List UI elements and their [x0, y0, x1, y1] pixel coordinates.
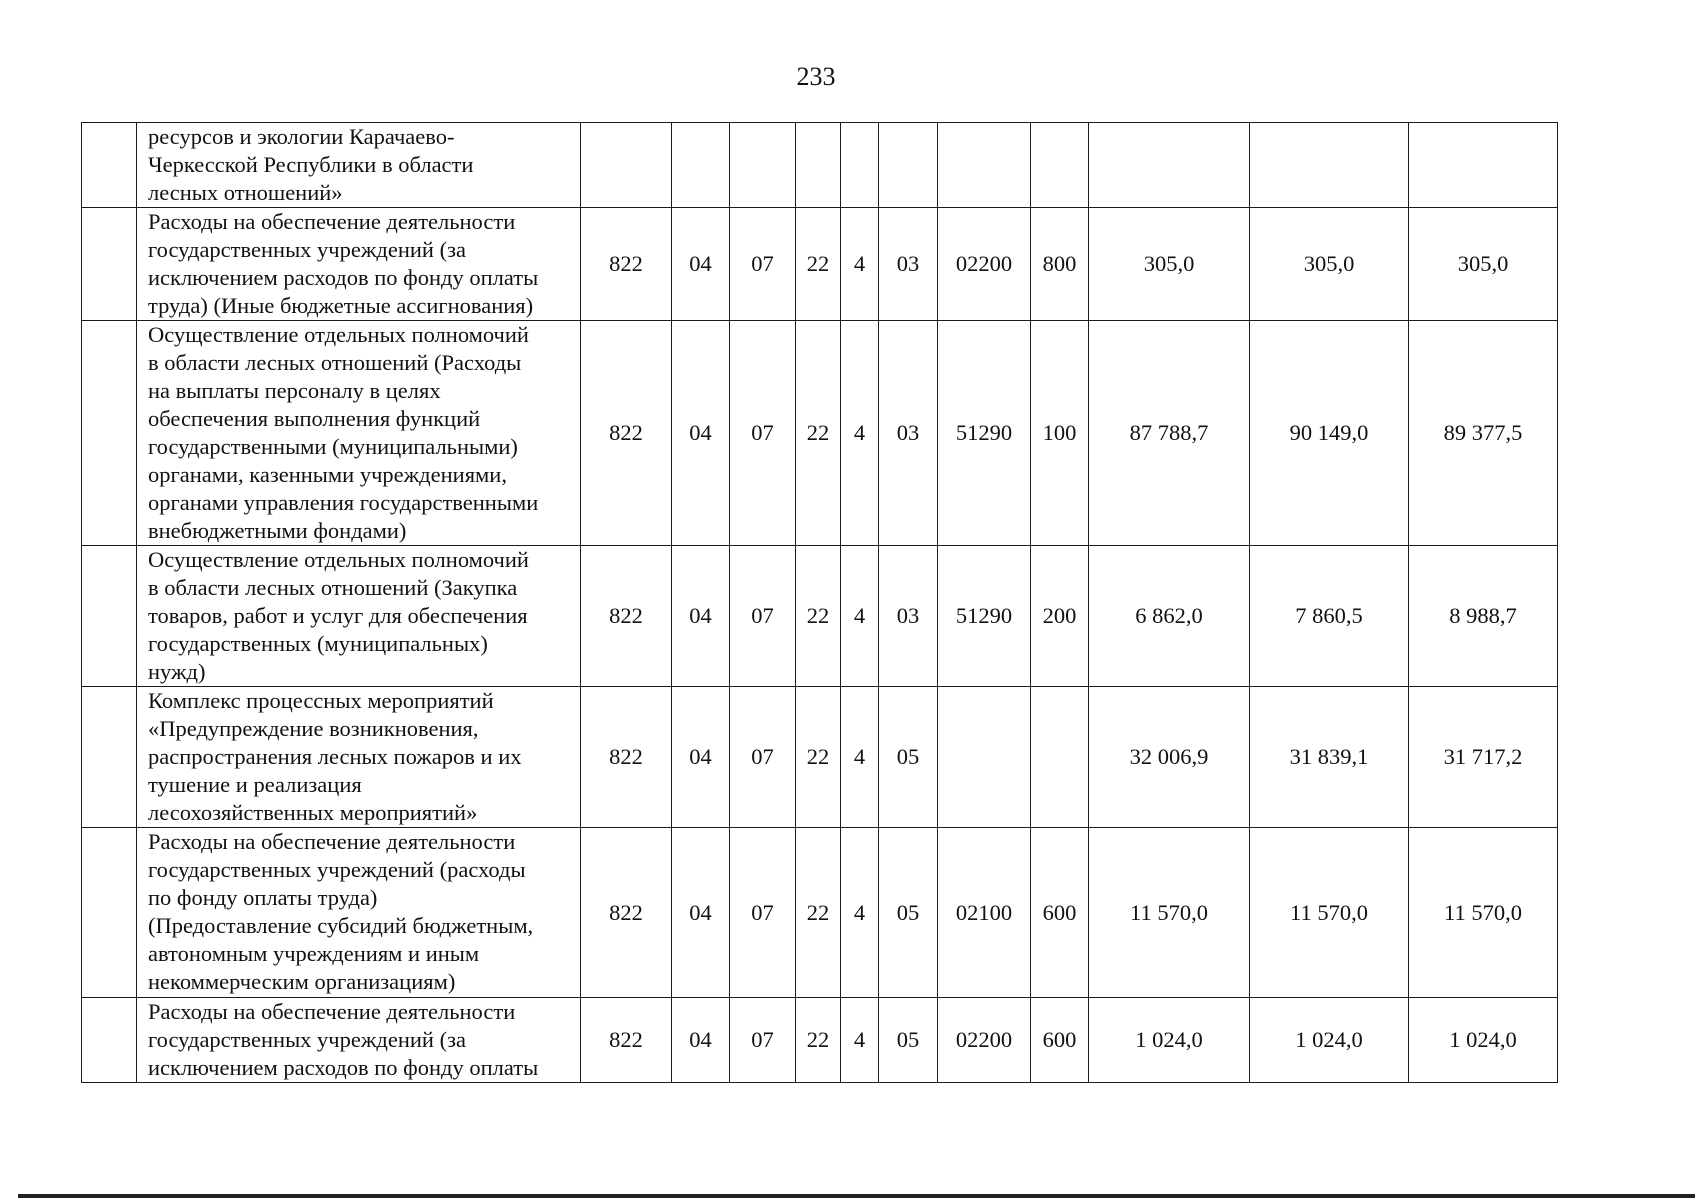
description-line: исключением расходов по фонду оплаты	[148, 265, 539, 290]
bottom-rule	[18, 1194, 1695, 1198]
description-cell	[137, 123, 581, 208]
budget-table	[81, 122, 1558, 1083]
description-cell	[137, 546, 581, 687]
expense-type-code-cell	[1031, 123, 1089, 208]
description-line: в области лесных отношений (Расходы	[148, 350, 522, 375]
section-code-cell: 04	[672, 321, 730, 546]
section-code-cell: 04	[672, 687, 730, 828]
description-line: в области лесных отношений (Закупка	[148, 575, 518, 600]
table-row	[82, 208, 1558, 321]
element-code-cell	[879, 123, 938, 208]
amount-year-2-cell: 1 024,0	[1250, 998, 1409, 1083]
program-code-cell: 22	[796, 828, 841, 998]
amount-year-2-cell: 11 570,0	[1250, 828, 1409, 998]
direction-code-cell	[938, 123, 1031, 208]
description-line: Расходы на обеспечение деятельности	[148, 999, 516, 1024]
amount-year-1-cell: 87 788,7	[1089, 321, 1250, 546]
type-code-cell: 4	[841, 828, 879, 998]
expense-type-code-cell: 200	[1031, 546, 1089, 687]
element-code-cell: 05	[879, 687, 938, 828]
row-index-cell	[82, 321, 137, 546]
description-line: на выплаты персоналу в целях	[148, 378, 441, 403]
expense-type-code-cell	[1031, 687, 1089, 828]
program-code-cell: 22	[796, 998, 841, 1083]
program-code-cell: 22	[796, 546, 841, 687]
row-index-cell	[82, 828, 137, 998]
subsection-code-cell: 07	[730, 546, 796, 687]
program-code-cell	[796, 123, 841, 208]
amount-year-1-cell: 11 570,0	[1089, 828, 1250, 998]
description-line: государственных учреждений (за	[148, 237, 466, 262]
element-code-cell: 05	[879, 828, 938, 998]
description-line: некоммерческим организациям)	[148, 969, 456, 994]
amount-year-3-cell	[1409, 123, 1558, 208]
expense-type-code-cell: 800	[1031, 208, 1089, 321]
section-code-cell: 04	[672, 546, 730, 687]
type-code-cell: 4	[841, 208, 879, 321]
expense-type-code-cell: 600	[1031, 998, 1089, 1083]
ministry-code-cell: 822	[581, 687, 672, 828]
description-line: товаров, работ и услуг для обеспечения	[148, 603, 528, 628]
description-line: внебюджетными фондами)	[148, 518, 407, 543]
section-code-cell	[672, 123, 730, 208]
row-index-cell	[82, 546, 137, 687]
description-line: Осуществление отдельных полномочий	[148, 547, 529, 572]
program-code-cell: 22	[796, 687, 841, 828]
description-line: органами, казенными учреждениями,	[148, 462, 507, 487]
description-line: (Предоставление субсидий бюджетным,	[148, 913, 534, 938]
ministry-code-cell: 822	[581, 546, 672, 687]
table-row	[82, 321, 1558, 546]
description-line: Черкесской Республики в области	[148, 152, 474, 177]
description-cell	[137, 321, 581, 546]
table-row	[82, 687, 1558, 828]
amount-year-3-cell: 8 988,7	[1409, 546, 1558, 687]
subsection-code-cell: 07	[730, 321, 796, 546]
description-line: государственных (муниципальных)	[148, 631, 488, 656]
description-line: труда) (Иные бюджетные ассигнования)	[148, 293, 534, 318]
amount-year-1-cell	[1089, 123, 1250, 208]
description-line: автономным учреждениям и иным	[148, 941, 480, 966]
amount-year-3-cell: 305,0	[1409, 208, 1558, 321]
page-number: 233	[796, 62, 836, 91]
row-index-cell	[82, 123, 137, 208]
subsection-code-cell: 07	[730, 208, 796, 321]
type-code-cell: 4	[841, 546, 879, 687]
amount-year-2-cell: 31 839,1	[1250, 687, 1409, 828]
subsection-code-cell: 07	[730, 687, 796, 828]
element-code-cell: 03	[879, 321, 938, 546]
row-index-cell	[82, 208, 137, 321]
direction-code-cell: 51290	[938, 546, 1031, 687]
description-line: Расходы на обеспечение деятельности	[148, 829, 516, 854]
table-row	[82, 546, 1558, 687]
direction-code-cell: 51290	[938, 321, 1031, 546]
table-row	[82, 998, 1558, 1083]
direction-code-cell	[938, 687, 1031, 828]
type-code-cell: 4	[841, 998, 879, 1083]
description-cell	[137, 208, 581, 321]
subsection-code-cell	[730, 123, 796, 208]
type-code-cell	[841, 123, 879, 208]
direction-code-cell: 02200	[938, 208, 1031, 321]
description-line: распространения лесных пожаров и их	[148, 744, 522, 769]
ministry-code-cell: 822	[581, 828, 672, 998]
description-line: обеспечения выполнения функций	[148, 406, 481, 431]
description-line: лесных отношений»	[148, 180, 343, 205]
ministry-code-cell: 822	[581, 321, 672, 546]
expense-type-code-cell: 100	[1031, 321, 1089, 546]
type-code-cell: 4	[841, 687, 879, 828]
description-line: Расходы на обеспечение деятельности	[148, 209, 516, 234]
direction-code-cell: 02200	[938, 998, 1031, 1083]
row-index-cell	[82, 998, 137, 1083]
program-code-cell: 22	[796, 321, 841, 546]
program-code-cell: 22	[796, 208, 841, 321]
description-line: тушение и реализация	[148, 772, 362, 797]
type-code-cell: 4	[841, 321, 879, 546]
description-line: государственных учреждений (за	[148, 1027, 466, 1052]
amount-year-1-cell: 32 006,9	[1089, 687, 1250, 828]
section-code-cell: 04	[672, 998, 730, 1083]
description-line: Комплекс процессных мероприятий	[148, 688, 494, 713]
table-body	[82, 123, 1558, 1083]
description-cell	[137, 998, 581, 1083]
description-line: лесохозяйственных мероприятий»	[148, 800, 478, 825]
description-line: ресурсов и экологии Карачаево-	[148, 124, 455, 149]
ministry-code-cell	[581, 123, 672, 208]
expense-type-code-cell: 600	[1031, 828, 1089, 998]
row-index-cell	[82, 687, 137, 828]
amount-year-2-cell: 305,0	[1250, 208, 1409, 321]
table-row	[82, 828, 1558, 998]
description-line: государственными (муниципальными)	[148, 434, 518, 459]
element-code-cell: 03	[879, 208, 938, 321]
description-line: Осуществление отдельных полномочий	[148, 322, 529, 347]
amount-year-1-cell: 6 862,0	[1089, 546, 1250, 687]
amount-year-2-cell	[1250, 123, 1409, 208]
amount-year-3-cell: 11 570,0	[1409, 828, 1558, 998]
description-cell	[137, 687, 581, 828]
ministry-code-cell: 822	[581, 998, 672, 1083]
ministry-code-cell: 822	[581, 208, 672, 321]
section-code-cell: 04	[672, 208, 730, 321]
description-line: «Предупреждение возникновения,	[148, 716, 479, 741]
element-code-cell: 05	[879, 998, 938, 1083]
section-code-cell: 04	[672, 828, 730, 998]
table-row	[82, 123, 1558, 208]
subsection-code-cell: 07	[730, 998, 796, 1083]
amount-year-1-cell: 1 024,0	[1089, 998, 1250, 1083]
amount-year-3-cell: 89 377,5	[1409, 321, 1558, 546]
description-line: органами управления государственными	[148, 490, 539, 515]
description-cell	[137, 828, 581, 998]
description-line: исключением расходов по фонду оплаты	[148, 1055, 539, 1080]
description-line: государственных учреждений (расходы	[148, 857, 526, 882]
subsection-code-cell: 07	[730, 828, 796, 998]
amount-year-3-cell: 1 024,0	[1409, 998, 1558, 1083]
direction-code-cell: 02100	[938, 828, 1031, 998]
amount-year-1-cell: 305,0	[1089, 208, 1250, 321]
description-line: по фонду оплаты труда)	[148, 885, 378, 910]
element-code-cell: 03	[879, 546, 938, 687]
description-line: нужд)	[148, 659, 206, 684]
amount-year-2-cell: 90 149,0	[1250, 321, 1409, 546]
amount-year-3-cell: 31 717,2	[1409, 687, 1558, 828]
amount-year-2-cell: 7 860,5	[1250, 546, 1409, 687]
